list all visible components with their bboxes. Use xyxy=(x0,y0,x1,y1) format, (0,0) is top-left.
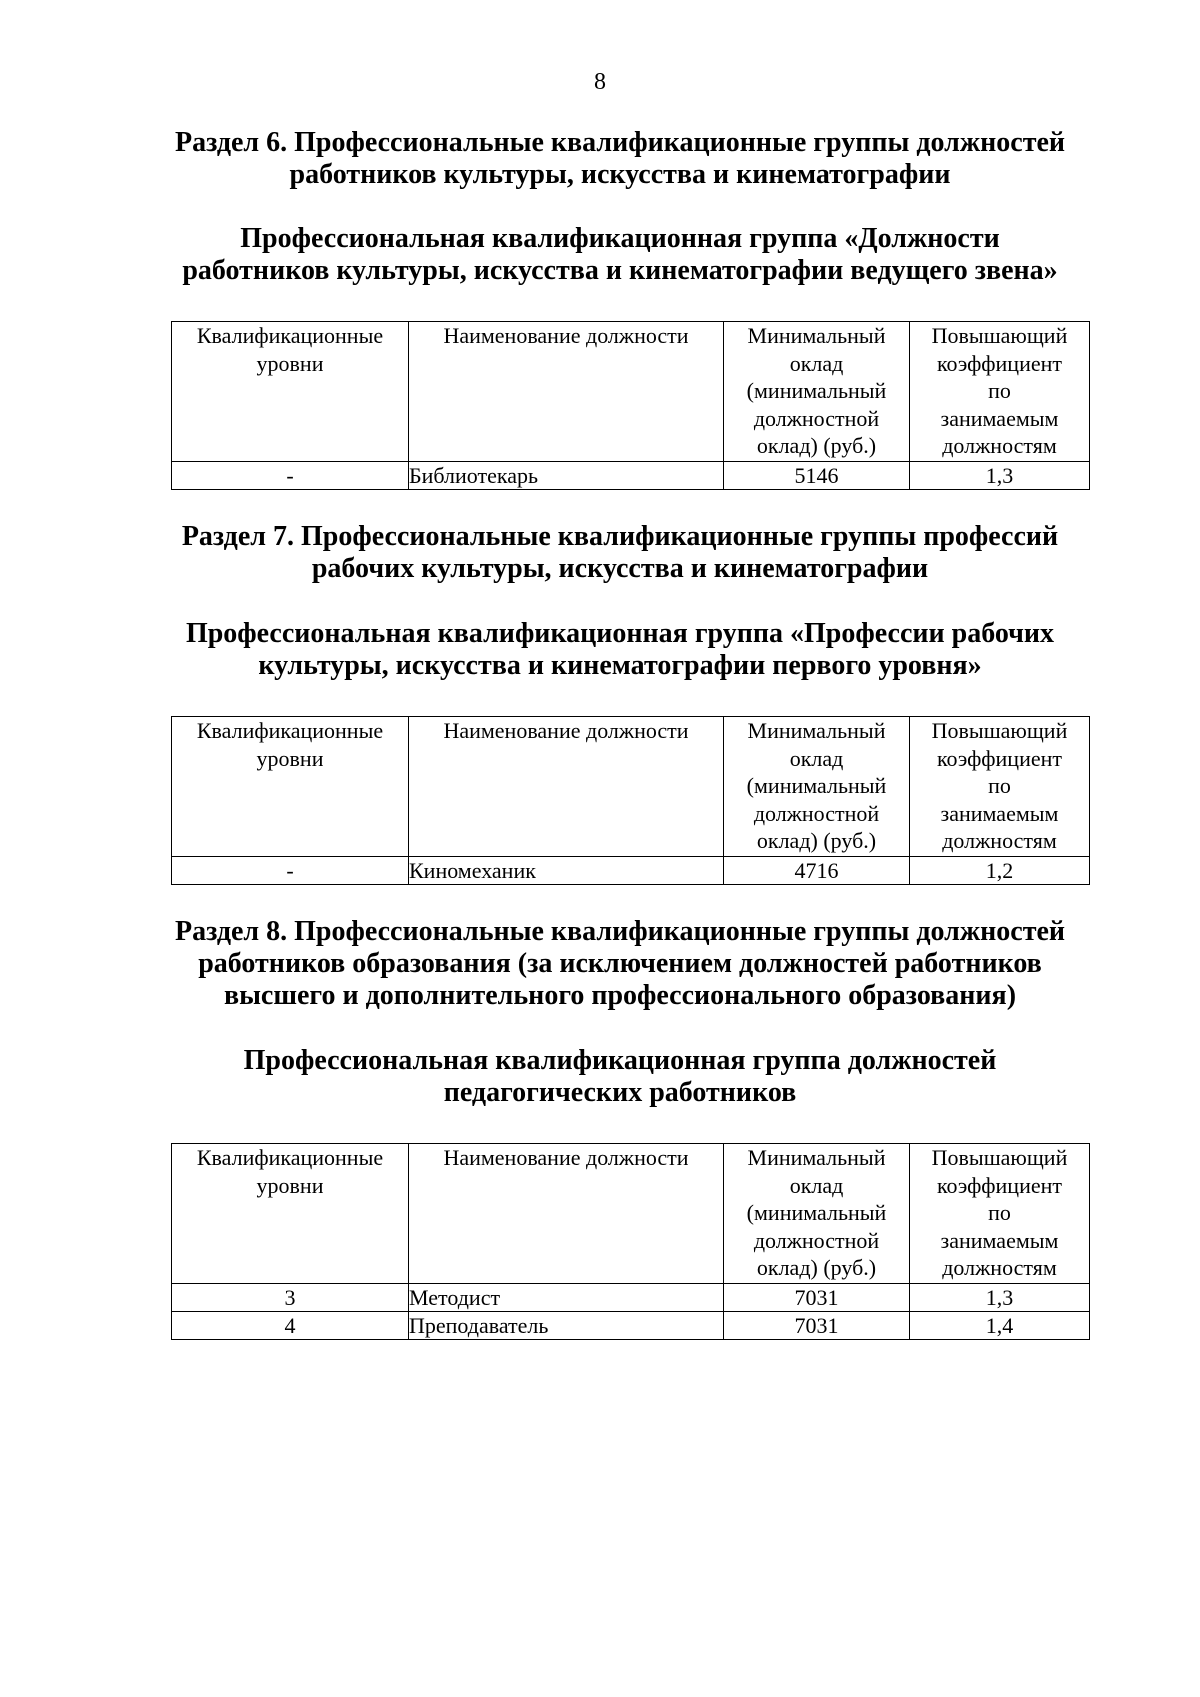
header-qualification-levels: Квалификационные уровни xyxy=(172,322,409,462)
table-row xyxy=(172,1283,1090,1311)
section-6-title-line-2: работников культуры, искусства и кинематографии xyxy=(289,159,951,190)
cell-level: 4 xyxy=(172,1311,409,1339)
section-8-group-title-line-1: Профессиональная квалификационная группа должностей xyxy=(243,1045,997,1076)
cell-position-name: Киномеханик xyxy=(409,856,724,884)
section-7-group-title-line-1: Профессиональная квалификационная группа «Профессии рабочих xyxy=(185,618,1055,649)
header-position-name: Наименование должности xyxy=(409,322,724,462)
section-7-title-line-1: Раздел 7. Профессиональные квалификационные группы профессий xyxy=(181,521,1059,552)
cell-salary: 4716 xyxy=(724,856,910,884)
section-8-group-title xyxy=(150,1045,1090,1109)
cell-position-name: Преподаватель xyxy=(409,1311,724,1339)
cell-salary: 5146 xyxy=(724,461,910,489)
header-minimum-salary: Минимальный оклад (минимальный должностной оклад) (руб.) xyxy=(724,322,910,462)
table-row xyxy=(172,1311,1090,1339)
cell-coefficient: 1,3 xyxy=(910,461,1090,489)
section-8-group-title-line-2: педагогических работников xyxy=(443,1077,797,1108)
cell-salary: 7031 xyxy=(724,1283,910,1311)
section-6-group-title-line-1: Профессиональная квалификационная группа «Должности xyxy=(240,223,1000,254)
cell-position-name: Библиотекарь xyxy=(409,461,724,489)
section-8-title-line-2: работников образования (за исключением должностей работников xyxy=(198,948,1042,979)
section-8-title-line-3: высшего и дополнительного профессионального образования) xyxy=(223,980,1017,1011)
header-position-name: Наименование должности xyxy=(409,1144,724,1284)
cell-coefficient: 1,4 xyxy=(910,1311,1090,1339)
cell-level: - xyxy=(172,856,409,884)
header-increase-coefficient: Повышающий коэффициент по занимаемым должностям xyxy=(910,1144,1090,1284)
table-row xyxy=(172,856,1090,884)
cell-salary: 7031 xyxy=(724,1311,910,1339)
section-6-group-title-line-2: работников культуры, искусства и кинематографии ведущего звена» xyxy=(182,255,1058,286)
header-increase-coefficient: Повышающий коэффициент по занимаемым должностям xyxy=(910,717,1090,857)
section-7-table xyxy=(171,716,1090,885)
section-6-title xyxy=(150,127,1090,191)
section-8-title xyxy=(150,916,1090,1012)
section-8-title-line-1: Раздел 8. Профессиональные квалификационные группы должностей xyxy=(174,916,1066,947)
table-header-row xyxy=(172,322,1090,462)
header-qualification-levels: Квалификационные уровни xyxy=(172,717,409,857)
table-header-row xyxy=(172,1144,1090,1284)
header-minimum-salary: Минимальный оклад (минимальный должностной оклад) (руб.) xyxy=(724,1144,910,1284)
section-7-title-line-2: рабочих культуры, искусства и кинематографии xyxy=(311,553,929,584)
cell-coefficient: 1,3 xyxy=(910,1283,1090,1311)
header-position-name: Наименование должности xyxy=(409,717,724,857)
page-number: 8 xyxy=(594,69,606,95)
section-6-title-line-1: Раздел 6. Профессиональные квалификационные группы должностей xyxy=(174,127,1066,158)
cell-level: - xyxy=(172,461,409,489)
header-minimum-salary: Минимальный оклад (минимальный должностной оклад) (руб.) xyxy=(724,717,910,857)
cell-position-name: Методист xyxy=(409,1283,724,1311)
header-qualification-levels: Квалификационные уровни xyxy=(172,1144,409,1284)
section-7-group-title xyxy=(150,618,1090,682)
section-8-table xyxy=(171,1143,1090,1340)
table-header-row xyxy=(172,717,1090,857)
cell-level: 3 xyxy=(172,1283,409,1311)
section-7-title xyxy=(150,521,1090,585)
section-6-group-title xyxy=(150,223,1090,287)
section-7-group-title-line-2: культуры, искусства и кинематографии первого уровня» xyxy=(258,650,982,681)
table-row xyxy=(172,461,1090,489)
section-6-table xyxy=(171,321,1090,490)
cell-coefficient: 1,2 xyxy=(910,856,1090,884)
header-increase-coefficient: Повышающий коэффициент по занимаемым должностям xyxy=(910,322,1090,462)
